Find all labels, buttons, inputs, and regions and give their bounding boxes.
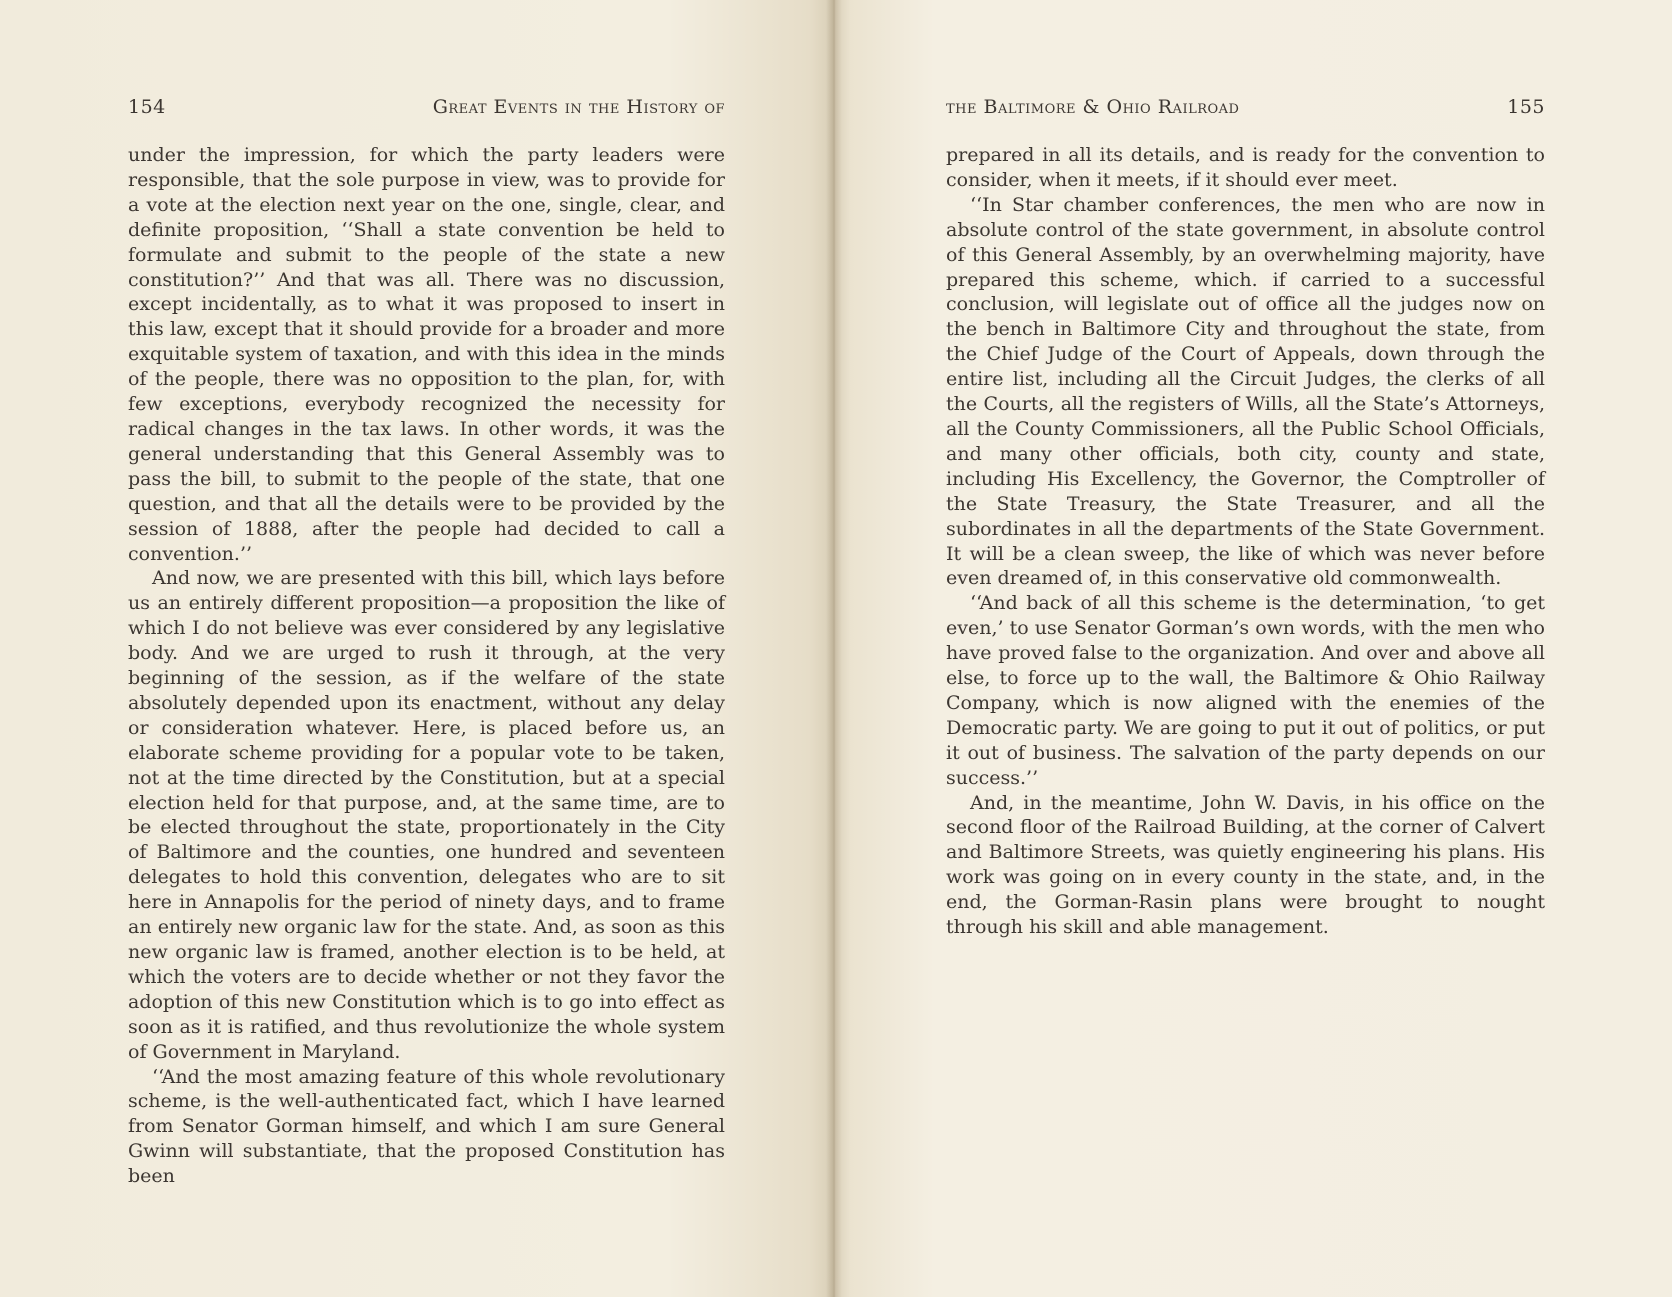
paragraph: And, in the meantime, John W. Davis, in his office on the second floor of the Railroad Building, at the corner of Calvert and Baltimore Streets, was quietly engineering his plans. His work was going on in every county in the state, and, in the end, the Gorman-Rasin plans were brought to nought through his skill and able management. [946, 791, 1545, 939]
left-running-head [128, 96, 725, 124]
paragraph: ‘‘And the most amazing feature of this whole revolutionary scheme, is the well-authenticated fact, which I have learned from Senator Gorman himself, and which I am sure General Gwinn will substantiate, that the proposed Constitution has been [128, 1065, 725, 1188]
right-running-head [946, 96, 1545, 124]
right-body-text [946, 143, 1545, 940]
paragraph: ‘‘In Star chamber conferences, the men who are now in absolute control of the state government, in absolute control of this General Assembly, by an overwhelming majority, have prepared this scheme, which. if carried to a successful conclusion, will legislate out of office all the judges now on the bench in Baltimore City and throughout the state, from the Chief Judge of the Court of Appeals, down through the entire list, including all the Circuit Judges, the clerks of all the Courts, all the registers of Wills, all the State’s Attorneys, all the County Commissioners, all the Public School Officials, and many other officials, both city, county and state, including His Excellency, the Governor, the Comptroller of the State Treasury, the State Treasurer, and all the subordinates in all the departments of the State Government. It will be a clean sweep, the like of which was never before even dreamed of, in this conservative old commonwealth. [946, 193, 1545, 590]
right-running-title: the Baltimore & Ohio Railroad [946, 96, 1240, 118]
paragraph: And now, we are presented with this bill, which lays before us an entirely different proposition—a proposition the like of which I do not believe was ever considered by any legislative body. And we are urged to rush it through, at the very beginning of the session, as if the welfare of the state absolutely depended upon its enactment, without any delay or consideration whatever. Here, is placed before us, an elaborate scheme providing for a popular vote to be taken, not at the time directed by the Constitution, but at a special election held for that purpose, and, at the same time, are to be elected throughout the state, proportionately in the City of Baltimore and the counties, one hundred and seventeen delegates to hold this convention, delegates who are to sit here in Annapolis for the period of ninety days, and to frame an entirely new organic law for the state. And, as soon as this new organic law is framed, another election is to be held, at which the voters are to decide whether or not they favor the adoption of this new Constitution which is to go into effect as soon as it is ratified, and thus revolutionize the whole system of Government in Maryland. [128, 567, 725, 1063]
right-page [834, 0, 1672, 1297]
left-running-title: Great Events in the History of [432, 96, 725, 118]
paragraph: under the impression, for which the party leaders were responsible, that the sole purpose in view, was to provide for a vote at the election next year on the one, single, clear, and definite proposition, ‘‘Shall a state convention be held to formulate and submit to the people of the state a new constitution?’’ And that was all. There was no discussion, except incidentally, as to what it was proposed to insert in this law, except that it should provide for a broader and more exquitable system of taxation, and with this idea in the minds of the people, there was no opposition to the plan, for, with few exceptions, everybody recognized the necessity for radical changes in the tax laws. In other words, it was the general understanding that this General Assembly was to pass the bill, to submit to the people of the state, that one question, and that all the details were to be provided by the session of 1888, after the people had decided to call a convention.’’ [128, 144, 725, 565]
book-gutter [826, 0, 842, 1297]
paragraph: ‘‘And back of all this scheme is the determination, ‘to get even,’ to use Senator Gorman’s own words, with the men who have proved false to the organization. And over and above all else, to force up to the wall, the Baltimore & Ohio Railway Company, which is now aligned with the enemies of the Democratic party. We are going to put it out of politics, or put it out of business. The salvation of the party depends on our success.’’ [946, 592, 1545, 789]
right-page-number: 155 [1507, 96, 1545, 118]
left-page [0, 0, 834, 1297]
paragraph: prepared in all its details, and is ready for the convention to consider, when it meets, if it should ever meet. [946, 144, 1545, 191]
left-body-text [128, 143, 725, 1189]
left-page-number: 154 [128, 96, 166, 118]
